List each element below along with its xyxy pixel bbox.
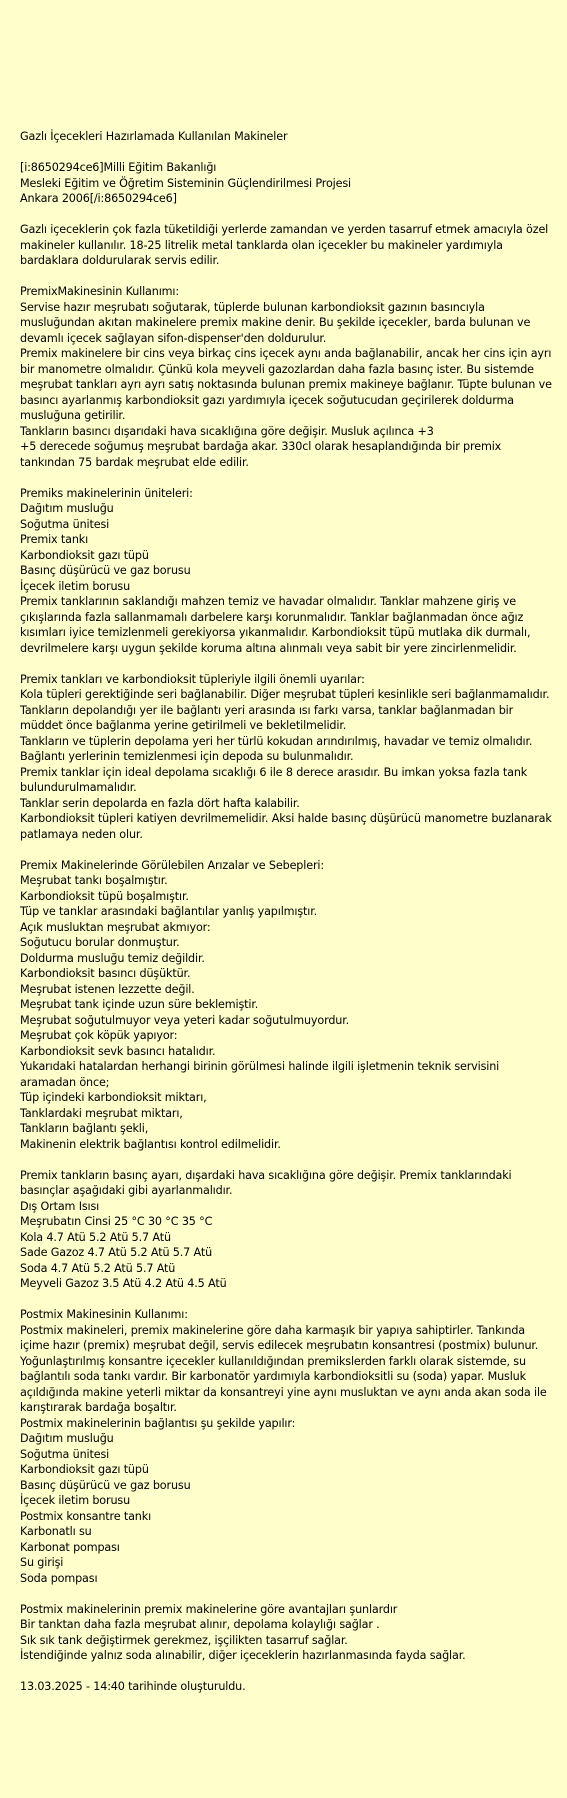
premix-usage-section: PremixMakinesinin Kullanımı: Servise hazır meşrubatı soğutarak, tüplerde bulunan karbondioksit gazının basıncıyla musluğundan akıtan makinelere premix makine denir. Bu şekilde içecekler, barda bulunan ve devamlı içecek sağlayan sifon-dispenser'den doldurulur. Premix makinelere bir cins veya birkaç cins içecek aynı anda bağlanabilir, ancak her cins için ayrı bir manometre olmalıdır. Çünkü kola meyveli gazozlardan daha fazla basınç ister. Bu sistemde meşrubat tankları ayrı ayrı satış noktasında bulunan premix makineye bağlanır. Tüpte bulunan ve basıncı ayarlanmış karbondioksit gazı yardımıyla içecek soğutucudan geçirilerek doldurma musluğuna getirilir. Tankların basıncı dışarıdaki hava sıcaklığına göre değişir. Musluk açılınca +3 +5 derecede soğumuş meşrubat bardağa akar. 330cl olarak hesaplandığında bir premix tankından 75 bardak meşrubat elde edilir.: [20, 285, 552, 469]
postmix-usage-section: Postmix Makinesinin Kullanımı: Postmix makineleri, premix makinelerine göre daha karmaşık bir yapıya sahiptirler. Tankında içime hazır (premix) meşrubat değil, servis edilecek meşrubatın konsantresi (postmix) bulunur. Yoğunlaştırılmış konsantre içecekler kullanıldığından premikslerden farklı olarak sistemde, su bağlantılı soda tankı vardır. Bir karbonatör yardımıyla karbondioksitli su (soda) yapar. Musluk açıldığında makine yeterli miktar da konsantreyi yine aynı musluktan ve aynı anda akan soda ile karıştırarak bardağa boşaltır. Postmix makinelerinin bağlantısı şu şekilde yapılır: Dağıtım musluğu Soğutma ünitesi Karbondioksit gazı tüpü Basınç düşürücü ve gaz borusu İçecek iletim borusu Postmix konsantre tankı Karbonatlı su Karbonat pompası Su girişi Soda pompası: [20, 1308, 547, 1585]
document-source: [i:8650294ce6]Milli Eğitim Bakanlığı Mesleki Eğitim ve Öğretim Sisteminin Güçlendirilmesi Projesi Ankara 2006[/i:8650294ce6]: [20, 161, 352, 205]
premix-faults-section: Premix Makinelerinde Görülebilen Arızalar ve Sebepleri: Meşrubat tankı boşalmıştır. Karbondioksit tüpü boşalmıştır. Tüp ve tanklar arasındaki bağlantılar yanlış yapılmıştır. Açık musluktan meşrubat akmıyor: Soğutucu borular donmuştur. Doldurma musluğu temiz değildir. Karbondioksit basıncı düşüktür. Meşrubat istenen lezzette değil. Meşrubat tank içinde uzun süre beklemiştir. Meşrubat soğutulmuyor veya yeteri kadar soğutulmuyordur. Meşrubat çok köpük yapıyor: Karbondioksit sevk basıncı hatalıdır. Yukarıdaki hatalardan herhangi birinin görülmesi halinde ilgili işletmenin teknik servisini aramadan önce; Tüp içindeki karbondioksit miktarı, Tanklardaki meşrubat miktarı, Tankların bağlantı şekli, Makinenin elektrik bağlantısı kontrol edilmelidir.: [20, 858, 500, 1151]
premix-warnings-section: Premix tankları ve karbondioksit tüpleriyle ilgili önemli uyarılar: Kola tüpleri gerektiğinde seri bağlanabilir. Diğer meşrubat tüpleri kesinlikle seri bağlanmamalıdır. Tankların depolandığı yer ile bağlantı yeri arasında ısı farkı varsa, tanklar bağlanmadan bir müddet önce bağlanma yerine getirilmeli ve bekletilmelidir. Tankların ve tüplerin depolama yeri her türlü kokudan arındırılmış, havadar ve temiz olmalıdır. Bağlantı yerlerinin temizlenmesi için depoda su bulunmalıdır. Premix tanklar için ideal depolama sıcaklığı 6 ile 8 derece arasıdır. Bu imkan yoksa fazla tank bulundurulmamalıdır. Tanklar serin depolarda en fazla dört hafta kalabilir. Karbondioksit tüpleri katiyen devrilmemelidir. Aksi halde basınç düşürücü manometre buzlanarak patlamaya neden olur.: [20, 672, 552, 841]
generated-timestamp: 13.03.2025 - 14:40 tarihinde oluşturuldu.: [20, 1680, 246, 1693]
document-title: Gazlı İçecekleri Hazırlamada Kullanılan Makineler: [20, 130, 288, 143]
premix-units-section: Premiks makinelerinin üniteleri: Dağıtım musluğu Soğutma ünitesi Premix tankı Karbondioksit gazı tüpü Basınç düşürücü ve gaz borusu İçecek iletim borusu Premix tanklarının saklandığı mahzen temiz ve havadar olmalıdır. Tanklar mahzene giriş ve çıkışlarında fazla sallanmamalı darbelere karşı korunmalıdır. Tanklar bağlanmadan önce ağız kısımları iyice temizlenmeli gerekiyorsa yıkanmalıdır. Karbondioksit tüpü mutlaka dik durmalı, devrilmelere karşı uygun şekilde koruma altına alınmalı veya sabit bir yere zincirlenmelidir.: [20, 486, 531, 655]
intro-paragraph: Gazlı içeceklerin çok fazla tüketildiği yerlerde zamandan ve yerden tasarruf etmek amacıyla özel makineler kullanılır. 18-25 litrelik metal tanklarda olan içecekler bu makineler yardımıyla bardaklara doldurularak servis edilir.: [20, 223, 549, 267]
postmix-advantages-section: Postmix makinelerinin premix makinelerine göre avantajları şunlardır Bir tanktan daha fazla meşrubat alınır, depolama kolaylığı sağlar . Sık sık tank değiştirmek gerekmez, işçilikten tasarruf sağlar. İstendiğinde yalnız soda alınabilir, diğer içeceklerin hazırlanmasında fayda sağlar.: [20, 1602, 466, 1662]
premix-pressure-section: Premix tankların basınç ayarı, dışardaki hava sıcaklığına göre değişir. Premix tanklarındaki basınçlar aşağıdaki gibi ayarlanmalıdır. Dış Ortam Isısı Meşrubatın Cinsi 25 °C 30 °C 35 °C Kola 4.7 Atü 5.2 Atü 5.7 Atü Sade Gazoz 4.7 Atü 5.2 Atü 5.7 Atü Soda 4.7 Atü 5.2 Atü 5.7 Atü Meyveli Gazoz 3.5 Atü 4.2 Atü 4.5 Atü: [20, 1168, 512, 1290]
